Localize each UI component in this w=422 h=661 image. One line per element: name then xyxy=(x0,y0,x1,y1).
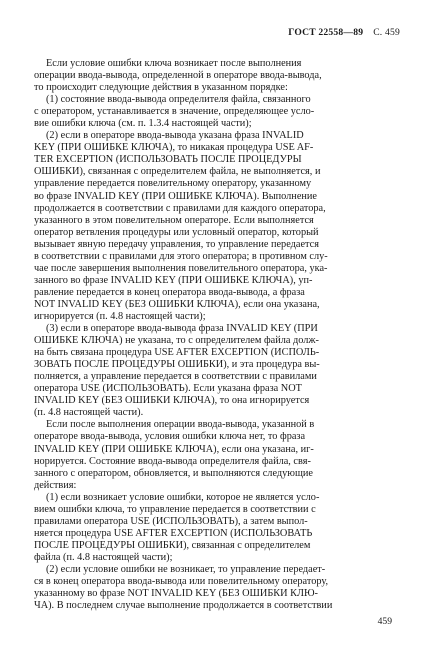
text-line: указанного в этом повелительном операторе. Если выполняется xyxy=(34,214,314,226)
text-line: на быть связана процедура USE AFTER EXCEPTION (ИСПОЛЬ- xyxy=(34,347,320,359)
text-line: файла (п. 4.8 настоящей части); xyxy=(34,551,173,563)
text-line: NOT INVALID KEY (БЕЗ ОШИБКИ КЛЮЧА), если она указана, xyxy=(34,298,320,310)
text-line: равление передается в конец оператора ввода-вывода, а фраза xyxy=(34,286,305,298)
text-line: оператор ветвления процедуры или условный оператор, который xyxy=(34,226,319,238)
text-line: полняется, а управление передается в соответствии с правилами xyxy=(34,371,317,383)
text-line: KEY (ПРИ ОШИБКЕ КЛЮЧА), то никакая процедура USE AF- xyxy=(34,142,314,154)
text-line: норируется. Состояние ввода-вывода определителя файла, свя- xyxy=(34,455,311,467)
text-line: (3) если в операторе ввода-вывода фраза INVALID KEY (ПРИ xyxy=(46,323,318,335)
text-line: указанному во фразе NOT INVALID KEY (БЕЗ ОШИБКИ КЛЮ- xyxy=(34,588,318,600)
text-line: правилами оператора USE (ИСПОЛЬЗОВАТЬ), а затем выпол- xyxy=(34,515,308,527)
text-line: вие ошибки ключа (см. п. 1.3.4 настоящей части); xyxy=(34,118,252,130)
body-text xyxy=(34,58,392,612)
text-line: ПОСЛЕ ПРОЦЕДУРЫ ОШИБКИ), связанная с определителем xyxy=(34,539,311,551)
page-reference: С. 459 xyxy=(373,27,400,38)
text-line: занного во фразе INVALID KEY (ПРИ ОШИБКЕ КЛЮЧА), уп- xyxy=(34,274,313,286)
text-line: вием ошибки ключа, то управление передается в соответствии с xyxy=(34,503,316,515)
text-line: в соответствии с правилами для этого оператора; в противном слу- xyxy=(34,250,328,262)
text-line: управление передается повелительному оператору, указанному xyxy=(34,178,312,190)
text-line: Если после выполнения операции ввода-вывода, указанной в xyxy=(46,419,315,431)
text-line: (1) если возникает условие ошибки, которое не является усло- xyxy=(46,491,320,503)
page-number: 459 xyxy=(377,616,392,627)
text-line: (2) если условие ошибки не возникает, то управление передает- xyxy=(46,563,326,575)
text-line: (п. 4.8 настоящей части). xyxy=(34,407,144,419)
standard-code: ГОСТ 22558—89 xyxy=(288,27,364,38)
text-line: операторе ввода-вывода, условия ошибки ключа нет, то фраза xyxy=(34,431,306,443)
page-header xyxy=(288,27,400,38)
text-line: во фразе INVALID KEY (ПРИ ОШИБКЕ КЛЮЧА). Выполнение xyxy=(34,190,317,202)
text-line: оператора USE (ИСПОЛЬЗОВАТЬ). Если указана фраза NOT xyxy=(34,383,302,395)
text-line: (2) если в операторе ввода-вывода указана фраза INVALID xyxy=(46,130,304,142)
text-line: действия: xyxy=(34,479,77,491)
text-line: INVALID KEY (БЕЗ ОШИБКИ КЛЮЧА), то она игнорируется xyxy=(34,395,310,407)
text-line: ОШИБКЕ КЛЮЧА) не указана, то с определителем файла долж- xyxy=(34,335,319,347)
text-line: ЗОВАТЬ ПОСЛЕ ПРОЦЕДУРЫ ОШИБКИ), и эта процедура вы- xyxy=(34,359,320,371)
text-line: с оператором, устанавливается в значение, определяющее усло- xyxy=(34,106,315,118)
text-line: ОШИБКИ), связанная с определителем файла, не выполняется, и xyxy=(34,166,321,178)
text-line: няется процедура USE AFTER EXCEPTION (ИСПОЛЬЗОВАТЬ xyxy=(34,527,313,539)
text-line: Если условие ошибки ключа возникает после выполнения xyxy=(46,58,302,69)
text-line: то происходит следующие действия в указанном порядке: xyxy=(34,82,288,94)
text-line: занного с оператором, обновляется, и выполняются следующие xyxy=(34,467,313,479)
text-line: INVALID KEY (ПРИ ОШИБКЕ КЛЮЧА), если она указана, иг- xyxy=(34,443,314,455)
text-line: ся в конец оператора ввода-вывода или повелительному оператору, xyxy=(34,576,329,588)
text-line: ЧА). В последнем случае выполнение продолжается в соответствии xyxy=(34,600,333,612)
text-line: чае после завершения выполнения повелительного оператора, ука- xyxy=(34,262,328,274)
text-line: вызывает явную передачу управления, то управление передается xyxy=(34,238,319,250)
text-line: продолжается в соответствии с правилами для каждого оператора, xyxy=(34,202,326,214)
text-line: TER EXCEPTION (ИСПОЛЬЗОВАТЬ ПОСЛЕ ПРОЦЕДУРЫ xyxy=(34,154,302,166)
text-line: операции ввода-вывода, определенной в операторе ввода-вывода, xyxy=(34,70,322,82)
text-line: игнорируется (п. 4.8 настоящей части); xyxy=(34,310,206,322)
text-line: (1) состояние ввода-вывода определителя файла, связанного xyxy=(46,94,311,106)
